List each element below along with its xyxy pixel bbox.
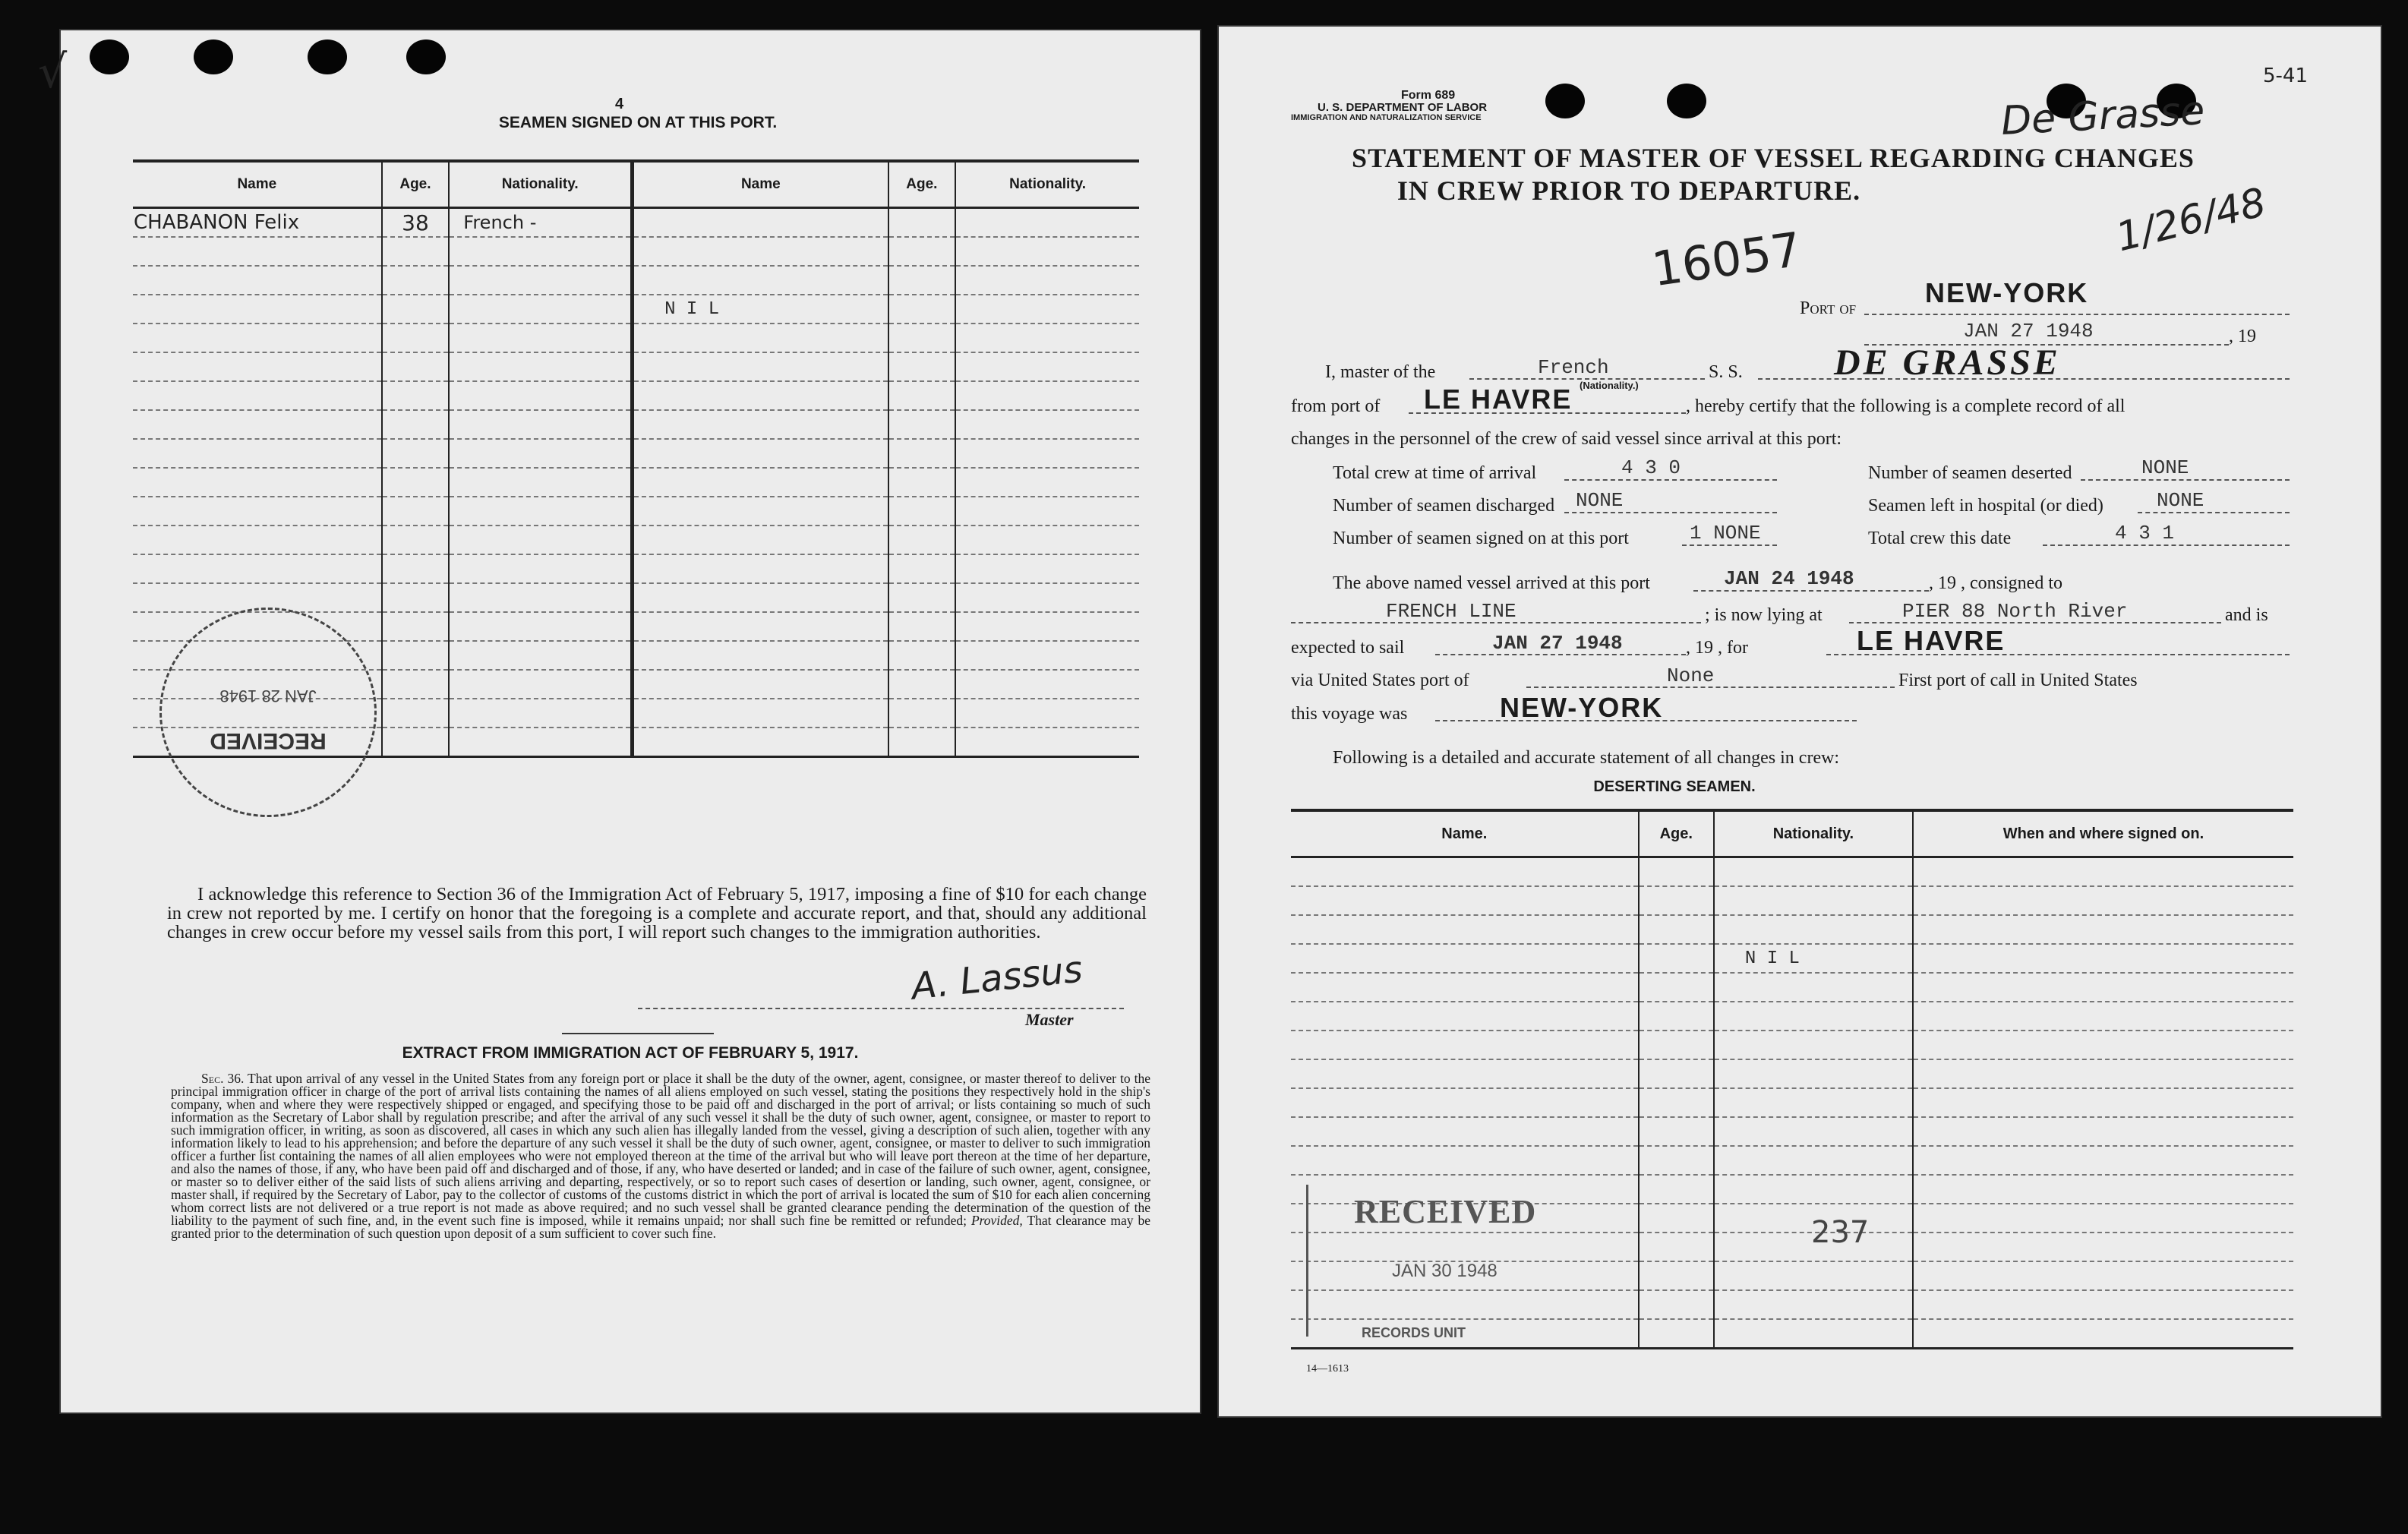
consignee-value: FRENCH LINE (1386, 600, 1516, 623)
check-mark: √ (38, 46, 68, 99)
nationality-value: French (1538, 356, 1609, 379)
table-row (133, 208, 1139, 238)
certify-text: , hereby certify that the following is a complete record of all (1686, 396, 2126, 416)
date-value: JAN 27 1948 (1963, 320, 2094, 342)
right-page (1219, 27, 2381, 1416)
total-crew-arrival-value: 4 3 0 (1621, 456, 1681, 479)
form-title-line1: STATEMENT OF MASTER OF VESSEL REGARDING CHANGES (1352, 143, 2195, 173)
and-is-label: and is (2225, 605, 2268, 625)
deserted-value: NONE (2141, 456, 2189, 479)
corner-note: 5-41 (2263, 65, 2309, 87)
signed-on-value: 1 NONE (1690, 522, 1761, 544)
arrived-label: The above named vessel arrived at this port (1333, 573, 1650, 593)
form-number: Form 689 (1401, 89, 1456, 102)
section-title: SEAMEN SIGNED ON AT THIS PORT. (498, 114, 778, 131)
for-label: , 19 , for (1686, 638, 1748, 658)
nil-entry: N I L (1714, 944, 1913, 973)
stat-line (2138, 512, 2290, 513)
divider (562, 1033, 714, 1034)
col-header: Nationality. (449, 161, 632, 208)
year-suffix: , 19 (2229, 327, 2256, 346)
stamp-partial: RECORDS UNIT (1362, 1325, 1466, 1340)
punch-hole (1667, 84, 1706, 118)
ss-label: S. S. (1709, 362, 1743, 382)
stat-line (1564, 479, 1777, 481)
department: U. S. DEPARTMENT OF LABOR (1318, 101, 1488, 114)
master-label: Master (1025, 1010, 1074, 1029)
destination-value: LE HAVRE (1857, 625, 2006, 656)
hospital-value: NONE (2157, 489, 2204, 512)
extract-title: EXTRACT FROM IMMIGRATION ACT OF FEBRUARY 5, 1917. (402, 1044, 859, 1062)
discharged-label: Number of seamen discharged (1333, 496, 1555, 516)
col-header: Nationality. (1714, 810, 1913, 857)
extract-proviso: Provided, (970, 1213, 1023, 1228)
changes-text: changes in the personnel of the crew of said vessel since arrival at this port: (1291, 429, 1842, 449)
col-header: Name (133, 161, 382, 208)
discharged-value: NONE (1576, 489, 1624, 512)
col-header: Nationality. (955, 161, 1139, 208)
stamp-received-text: RECEIVED (1354, 1193, 1537, 1230)
stat-line (1564, 512, 1777, 513)
punch-hole (406, 39, 446, 74)
col-header: Name (633, 161, 888, 208)
seaman-age: 38 (382, 208, 450, 238)
from-port-label: from port of (1291, 396, 1381, 416)
punch-hole (308, 39, 347, 74)
acknowledgment-text: I acknowledge this reference to Section 36 of the Immigration Act of February 5, 1917, imposing a fine of $10 for each change in crew not reported by me. I certify on honor that the foregoing is a complete and accurate report, and that, should any additional changes in crew occur before my vessel sails from this port, I will report such changes to the immigration authorities. (167, 884, 1147, 942)
master-of-label: I, master of the (1325, 362, 1436, 382)
deserting-title: DESERTING SEAMEN. (1593, 778, 1756, 795)
stat-line (1682, 544, 1777, 546)
stamp-received-text: RECEIVED (210, 728, 327, 753)
punch-hole (1545, 84, 1585, 118)
section-label: Sec. 36. (201, 1071, 245, 1086)
form-title-line2: IN CREW PRIOR TO DEPARTURE. (1397, 175, 1861, 206)
signed-on-label: Number of seamen signed on at this port (1333, 529, 1629, 548)
signature-line (638, 1006, 1124, 1009)
master-signature: A. Lassus (909, 948, 1085, 1008)
pier-value: PIER 88 North River (1902, 600, 2128, 623)
port-line (1864, 314, 2290, 315)
seaman-name: CHABANON Felix (133, 208, 382, 238)
col-header: When and where signed on. (1913, 810, 2293, 857)
total-crew-date-value: 4 3 1 (2115, 522, 2175, 544)
file-number: 16057 (1648, 221, 1805, 298)
nationality-caption: (Nationality.) (1580, 380, 1639, 391)
voyage-label: this voyage was (1291, 704, 1408, 724)
expected-label: expected to sail (1291, 638, 1405, 658)
left-page (38, 30, 1200, 1412)
first-port-label: First port of call in United States (1898, 671, 2138, 690)
total-crew-arrival-label: Total crew at time of arrival (1333, 463, 1537, 483)
handwritten-vessel: De Grasse (1999, 88, 2206, 144)
from-port-value: LE HAVRE (1424, 384, 1573, 415)
via-value: None (1667, 664, 1715, 687)
first-port-value: NEW-YORK (1500, 692, 1664, 723)
arrived-value: JAN 24 1948 (1724, 567, 1854, 590)
nil-entry: N I L (633, 295, 888, 324)
extract-text: That upon arrival of any vessel in the United States from any foreign port or place it shall be the duty of the owner, agent, consignee, or master thereof to deliver to the principal immigration officer in charge of the port of arrival lists containing the names of all aliens employed on such vessel, stating the positions they respectively hold in the ship's company, when and where they were respectively shipped or engaged, and specifying those to be paid off and discharged in the port of arrival; or lists containing so much of such information as the Secretary of Labor shall by regulation prescribe; and after the arrival of any such vessel it shall be the duty of such owner, agent, consignee, or master to report to such immigration officer, in writing, as soon as discovered, all cases in which any such alien has illegally landed from the vessel, giving a description of such alien, together with any information likely to lead to his apprehension; and before the departure of any such vessel it shall be the duty of such owner, agent, consignee, or master to deliver to such immigration officer a further list containing the names of all alien employees who were not employed thereon at the time of the arrival but who will leave port thereon at the time of her departure, and also the names of those, if any, who have been paid off and discharged and of those, if any, who have deserted or landed; and in case of the failure of such owner, agent, consignee, or master so to deliver either of the said lists of such aliens arriving and departing, respectively, or so to report such cases of desertion or landing, such owner, agent, consignee, or master shall, if required by the Secretary of Labor, pay to the collector of customs of the customs district in which the port of arrival is located the sum of $10 for each alien concerning whom correct lists are not delivered or a true report is not made as above required; and no such vessel shall be granted clearance pending the determination of the question of the liability to the payment of such fine, and, in the event such fine is imposed, while it remains unpaid; nor shall such fine be remitted or refunded; (171, 1071, 1150, 1228)
punch-hole (90, 39, 129, 74)
stat-line (2081, 479, 2290, 481)
via-label: via United States port of (1291, 671, 1469, 690)
consigned-label: , 19 , consigned to (1929, 573, 2062, 593)
following-text: Following is a detailed and accurate statement of all changes in crew: (1333, 748, 1840, 768)
col-header: Age. (1639, 810, 1714, 857)
service: IMMIGRATION AND NATURALIZATION SERVICE (1291, 113, 1482, 122)
received-stamp (159, 608, 377, 817)
received-stamp-2 (1306, 1185, 1582, 1340)
col-header: Name. (1291, 810, 1639, 857)
seaman-nationality: French - (449, 208, 632, 238)
arrived-line (1693, 590, 1929, 592)
stamp-number: 237 (1811, 1215, 1870, 1250)
stat-line (2043, 544, 2290, 546)
col-header: Age. (888, 161, 956, 208)
print-code: 14—1613 (1306, 1363, 1349, 1375)
deserted-label: Number of seamen deserted (1868, 463, 2072, 483)
port-value: NEW-YORK (1925, 277, 2089, 308)
hospital-label: Seamen left in hospital (or died) (1868, 496, 2103, 516)
port-label: Port of (1800, 298, 1857, 318)
sail-date-value: JAN 27 1948 (1492, 632, 1623, 655)
stamp-date: JAN 30 1948 (1392, 1261, 1498, 1281)
extract-body (171, 1072, 1150, 1240)
handwritten-date: 1/26/48 (2111, 179, 2271, 261)
extract-end: That clearance may be granted prior to the determination of such question upon deposit of a sum sufficient to cover such fine. (171, 1213, 1150, 1241)
col-header: Age. (382, 161, 450, 208)
punch-hole (194, 39, 233, 74)
total-crew-date-label: Total crew this date (1868, 529, 2012, 548)
lying-label: ; is now lying at (1705, 605, 1823, 625)
page-number: 4 (615, 96, 624, 112)
vessel-name: DE GRASSE (1834, 342, 2061, 383)
stamp-date: JAN 28 1948 (219, 687, 317, 705)
